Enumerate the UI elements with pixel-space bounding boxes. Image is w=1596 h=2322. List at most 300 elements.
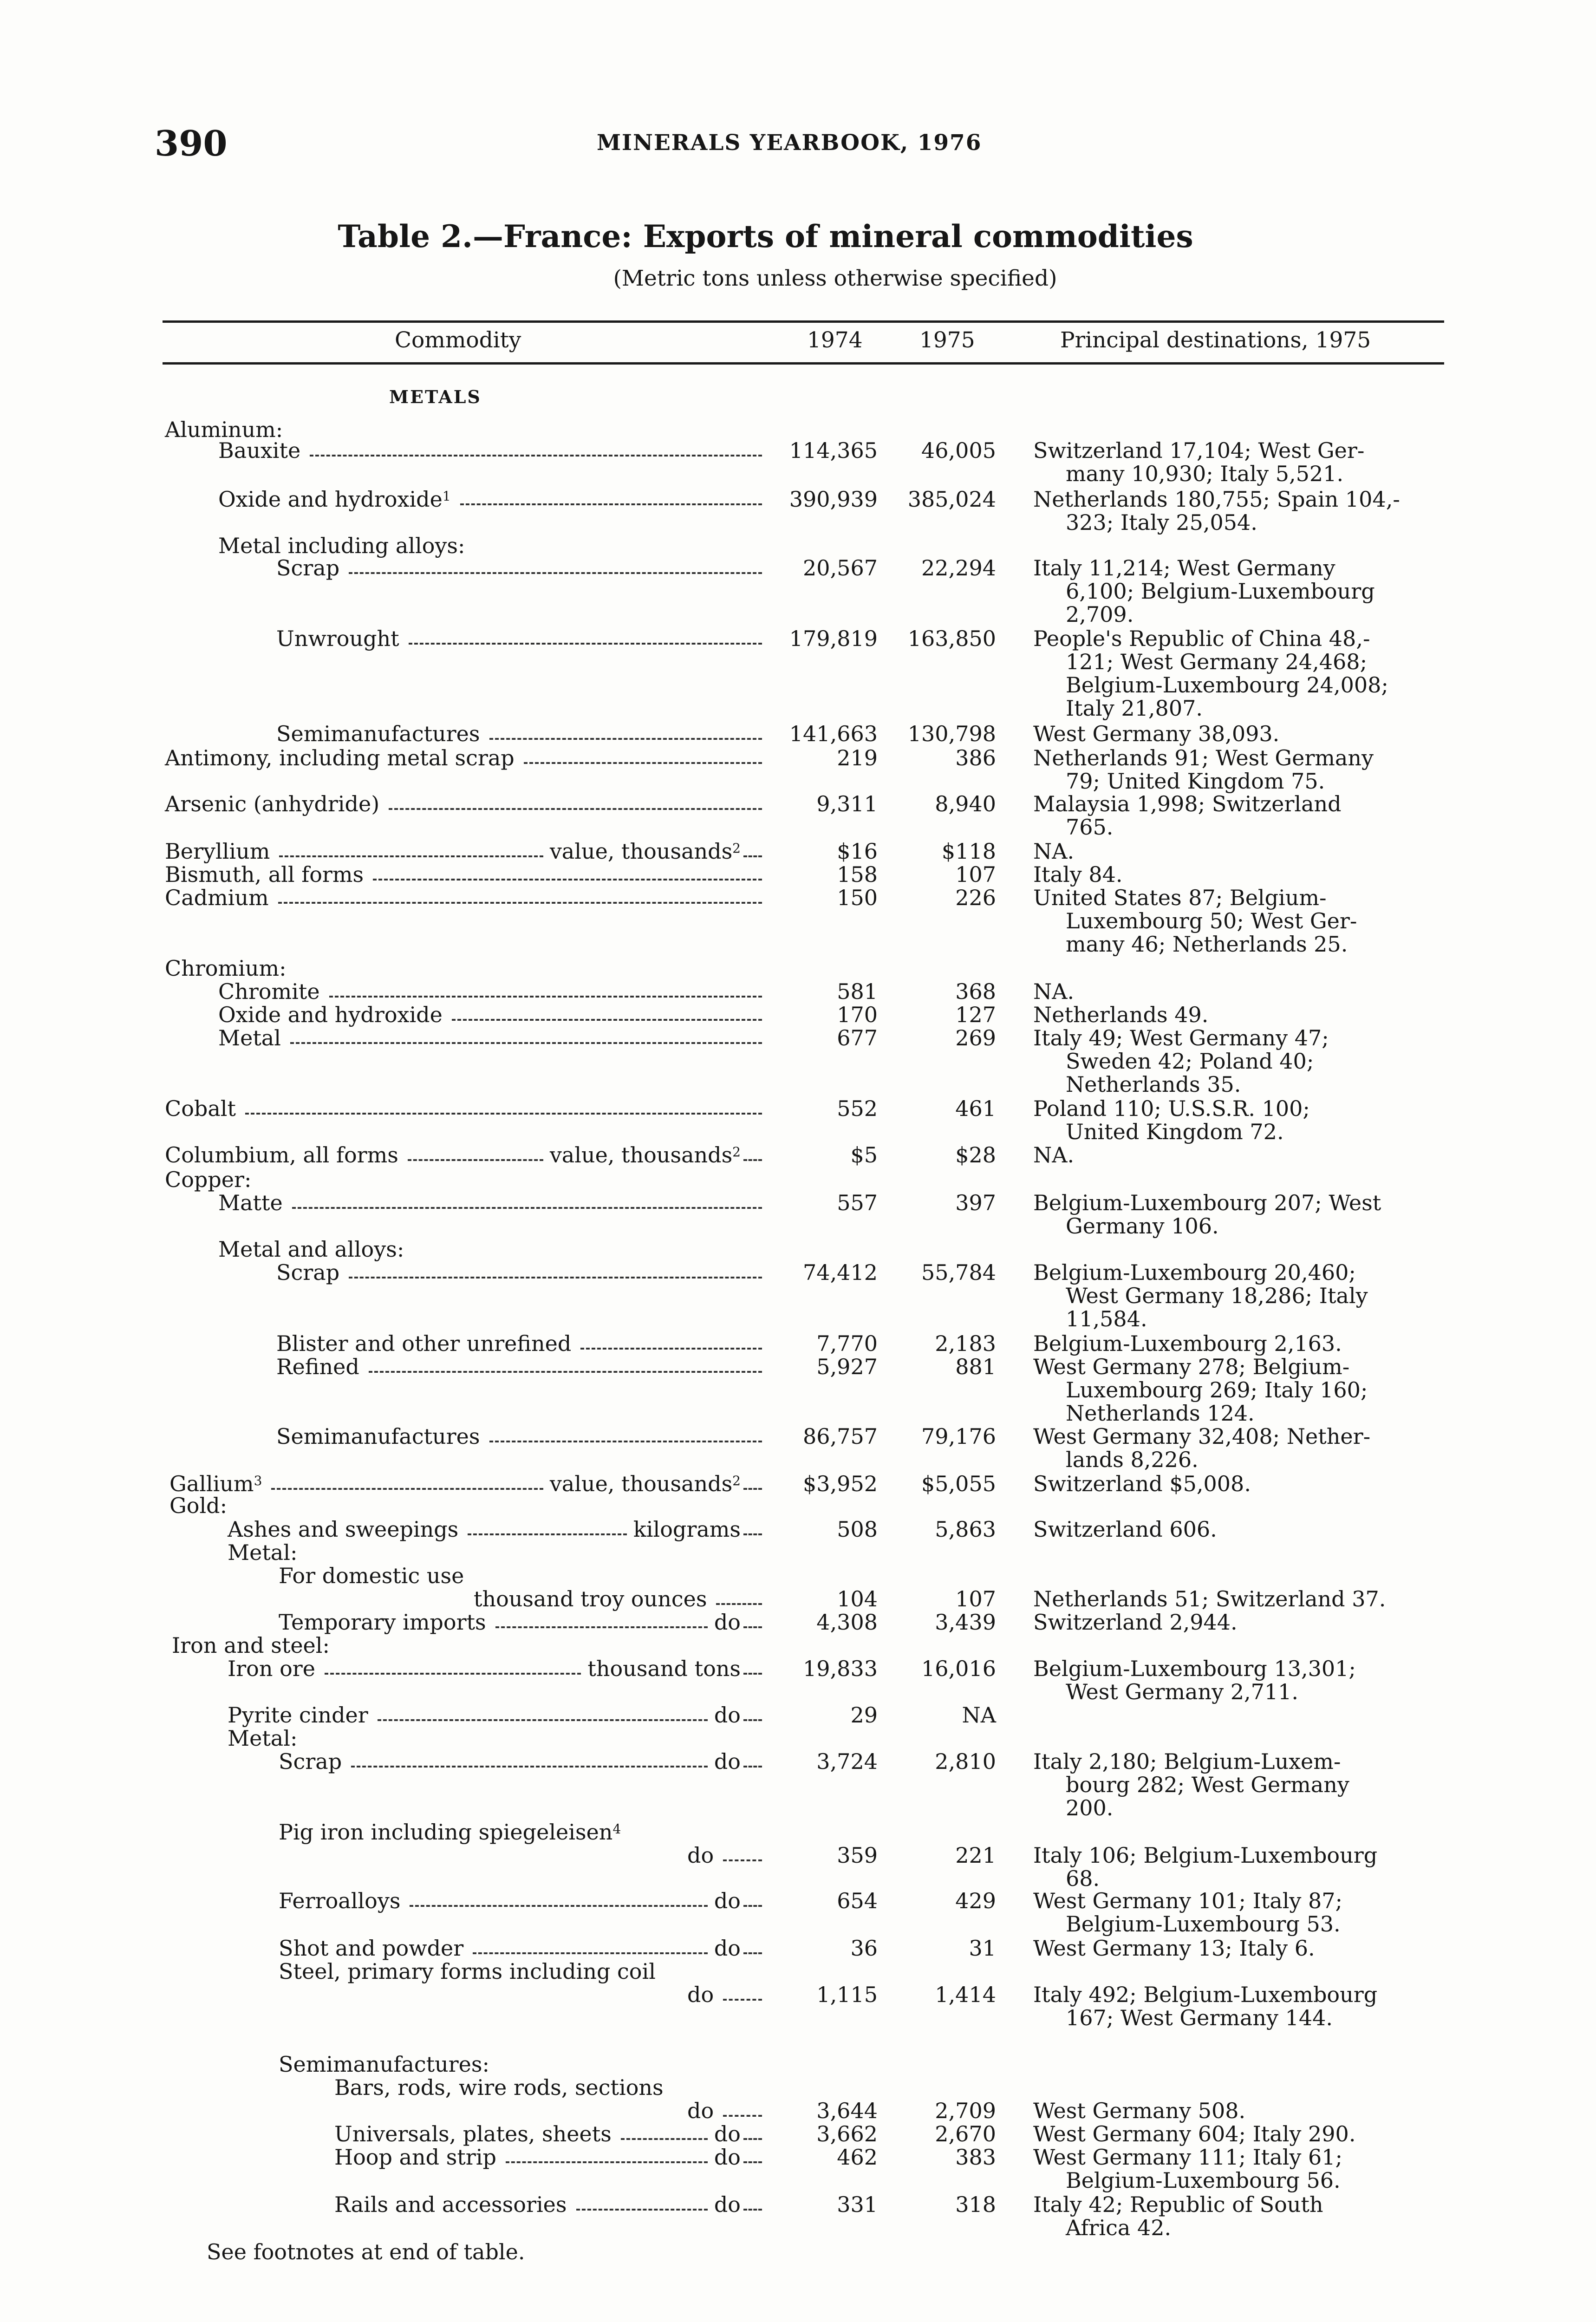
footnote-marker: 2 [732, 1473, 741, 1488]
value-1974: 3,724 [816, 1749, 878, 1774]
unit-label: value, thousands [549, 839, 733, 864]
leader-dots [743, 1673, 762, 1675]
value-1974: 359 [837, 1843, 878, 1868]
destination-line: West Germany 13; Italy 6. [1033, 1936, 1315, 1961]
destination-line: West Germany 111; Italy 61; [1033, 2145, 1343, 2170]
commodity-cell [687, 2099, 769, 2122]
commodity-cell [276, 627, 769, 650]
destination-line: Belgium-Luxembourg 20,460; [1033, 1260, 1356, 1285]
category-label: METALS [389, 386, 482, 407]
value-1974: 1,115 [816, 1982, 878, 2007]
destination-line: Belgium-Luxembourg 56. [1066, 2168, 1341, 2193]
commodity-label: thousand troy ounces [474, 1586, 707, 1611]
unit-label: do [714, 1702, 741, 1728]
commodity-label: Metal: [228, 1726, 298, 1751]
leader-dots [743, 855, 762, 857]
table-subtitle: (Metric tons unless otherwise specified) [613, 266, 1057, 291]
commodity-cell [218, 1238, 404, 1261]
destination-line: Italy 84. [1033, 862, 1123, 887]
leader-dots [460, 503, 762, 505]
value-1975: 881 [955, 1354, 996, 1379]
destination-line: Netherlands 35. [1066, 1072, 1241, 1097]
destinations-cell [1033, 2099, 1446, 2122]
value-1975: 2,810 [935, 1749, 996, 1774]
destinations-cell [1033, 1750, 1446, 1820]
commodity-label: Antimony, including metal scrap [165, 745, 515, 770]
destination-line: West Germany 604; Italy 290. [1033, 2121, 1356, 2146]
value-1975: $5,055 [921, 1471, 996, 1496]
value-1974: 552 [837, 1096, 878, 1121]
commodity-cell [687, 1844, 769, 1867]
commodity-cell [218, 1003, 769, 1026]
leader-dots [389, 808, 762, 810]
value-1974: 3,662 [816, 2121, 878, 2146]
destination-line: Luxembourg 50; West Ger- [1066, 908, 1357, 933]
commodity-cell [165, 863, 769, 886]
leader-dots [580, 1348, 762, 1350]
destination-line: Switzerland 17,104; West Ger- [1033, 438, 1365, 463]
destinations-cell [1033, 1143, 1446, 1167]
commodity-cell [334, 2076, 664, 2099]
leader-dots [271, 1488, 543, 1490]
commodity-cell [218, 488, 769, 511]
value-1974: 219 [837, 745, 878, 770]
destination-line: many 10,930; Italy 5,521. [1066, 461, 1344, 486]
destination-line: Italy 11,214; West Germany [1033, 555, 1335, 580]
value-1974: 19,833 [803, 1656, 878, 1681]
commodity-cell [165, 1143, 769, 1167]
destinations-cell [1033, 2193, 1446, 2239]
unit-label: do [714, 1749, 741, 1774]
value-1974: 508 [837, 1517, 878, 1542]
destination-line: Germany 106. [1066, 1213, 1219, 1239]
destinations-cell [1033, 840, 1446, 863]
value-1975: 368 [955, 979, 996, 1004]
commodity-label: Aluminum: [165, 417, 283, 442]
commodity-cell [165, 840, 769, 863]
leader-dots [716, 1603, 762, 1605]
commodity-label: Beryllium [165, 839, 270, 864]
value-1974: 3,644 [816, 2098, 878, 2123]
destinations-cell [1033, 556, 1446, 626]
destination-line: NA. [1033, 839, 1075, 864]
value-1975: $28 [955, 1142, 996, 1168]
destination-line: 2,709. [1066, 602, 1134, 627]
leader-dots [278, 902, 762, 904]
destination-line: many 46; Netherlands 25. [1066, 932, 1348, 957]
unit-label: value, thousands [549, 1142, 733, 1168]
commodity-cell [279, 1889, 769, 1912]
value-1975: 8,940 [935, 791, 996, 816]
destination-line: United States 87; Belgium- [1033, 885, 1327, 910]
value-1974: 654 [837, 1888, 878, 1913]
destination-line: Belgium-Luxembourg 13,301; [1033, 1656, 1356, 1681]
leader-dots [723, 1859, 762, 1861]
column-header-1975: 1975 [919, 327, 975, 353]
destination-line: Netherlands 91; West Germany [1033, 745, 1374, 770]
destination-line: lands 8,226. [1066, 1447, 1199, 1472]
leader-dots [310, 455, 762, 457]
value-1975: 269 [955, 1025, 996, 1050]
leader-dots [349, 1277, 762, 1278]
commodity-label: Copper: [165, 1167, 252, 1192]
destination-line: Poland 110; U.S.S.R. 100; [1033, 1096, 1310, 1121]
destination-line: Belgium-Luxembourg 207; West [1033, 1190, 1381, 1215]
commodity-cell [276, 1355, 769, 1378]
commodity-label: Iron ore [228, 1656, 316, 1681]
commodity-cell [276, 556, 769, 580]
commodity-cell [228, 1703, 769, 1727]
destination-line: West Germany 38,093. [1033, 721, 1280, 746]
destination-line: Italy 49; West Germany 47; [1033, 1025, 1329, 1050]
commodity-cell [276, 1425, 769, 1448]
commodity-label: Columbium, all forms [165, 1142, 398, 1168]
commodity-cell [474, 1587, 769, 1611]
value-1975: 461 [955, 1096, 996, 1121]
value-1975: 16,016 [921, 1656, 996, 1681]
value-1974: 7,770 [816, 1331, 878, 1356]
commodity-label: Semimanufactures: [279, 2052, 490, 2077]
destination-line: 121; West Germany 24,468; [1066, 649, 1368, 674]
value-1974: 5,927 [816, 1354, 878, 1379]
commodity-label: Pyrite cinder [228, 1702, 368, 1728]
value-1975: 397 [955, 1190, 996, 1215]
destinations-cell [1033, 1332, 1446, 1355]
destination-line: Netherlands 180,755; Spain 104,- [1033, 487, 1400, 512]
value-1975: 221 [955, 1843, 996, 1868]
leader-dots [468, 1533, 627, 1535]
leader-dots [409, 643, 762, 645]
value-1975: 2,183 [935, 1331, 996, 1356]
leader-dots [245, 1113, 762, 1115]
commodity-label: Bars, rods, wire rods, sections [334, 2075, 664, 2100]
unit-label: do [714, 1936, 741, 1961]
destination-line: Africa 42. [1066, 2215, 1172, 2240]
leader-dots [292, 1207, 762, 1209]
unit-label: kilograms [633, 1517, 741, 1542]
commodity-cell [276, 1332, 769, 1355]
destinations-cell [1033, 980, 1446, 1003]
destinations-cell [1033, 1472, 1446, 1495]
destinations-cell [1033, 1611, 1446, 1634]
value-1974: 557 [837, 1190, 878, 1215]
commodity-label: Steel, primary forms including coil [279, 1959, 656, 1984]
commodity-cell [279, 1937, 769, 1960]
leader-dots [506, 2161, 708, 2163]
destination-line: 6,100; Belgium-Luxembourg [1066, 579, 1375, 604]
commodity-cell [165, 957, 287, 980]
destination-line: Italy 21,807. [1066, 696, 1203, 721]
destination-line: West Germany 32,408; Nether- [1033, 1424, 1371, 1449]
commodity-cell [218, 1191, 769, 1214]
commodity-cell [228, 1657, 769, 1680]
destination-line: 79; United Kingdom 75. [1066, 769, 1325, 794]
unit-label: do [714, 2121, 741, 2146]
commodity-cell [279, 1750, 769, 1773]
destination-line: Italy 42; Republic of South [1033, 2192, 1323, 2217]
footnote-marker: 2 [732, 841, 741, 856]
commodity-label: Scrap [276, 555, 340, 580]
leader-dots [452, 1019, 762, 1021]
value-1974: 74,412 [803, 1260, 878, 1285]
commodity-label: Hoop and strip [334, 2145, 496, 2170]
footnote-marker: 1 [442, 489, 451, 504]
commodity-cell [687, 1983, 769, 2006]
value-1974: 170 [837, 1002, 878, 1027]
commodity-label: Scrap [279, 1749, 342, 1774]
footer-note: See footnotes at end of table. [207, 2239, 525, 2264]
leader-dots [743, 1766, 762, 1768]
leader-dots [290, 1042, 762, 1044]
commodity-label: Unwrought [276, 626, 399, 651]
commodity-cell [279, 1960, 656, 1983]
commodity-label: Semimanufactures [276, 1424, 480, 1449]
value-1974: $5 [850, 1142, 878, 1168]
commodity-cell [279, 2053, 489, 2076]
commodity-cell [228, 1727, 297, 1750]
destinations-cell [1033, 722, 1446, 745]
leader-dots [351, 1766, 708, 1768]
commodity-cell [165, 886, 769, 909]
destinations-cell [1033, 1518, 1446, 1541]
value-1975: 383 [955, 2145, 996, 2170]
commodity-label: do [687, 2098, 714, 2123]
commodity-label: Metal including alloys: [218, 533, 465, 558]
leader-dots [743, 1952, 762, 1954]
destination-line: West Germany 18,286; Italy [1066, 1283, 1368, 1308]
destination-line: West Germany 508. [1033, 2098, 1246, 2123]
commodity-cell [165, 1097, 769, 1120]
destination-line: Switzerland 606. [1033, 1517, 1217, 1542]
commodity-label: Chromium: [165, 956, 287, 981]
commodity-cell [165, 746, 769, 770]
value-1974: 141,663 [789, 721, 878, 746]
value-1974: 581 [837, 979, 878, 1004]
commodity-label: Metal and alloys: [218, 1237, 404, 1262]
value-1975: 163,850 [907, 626, 996, 651]
value-1975: 3,439 [935, 1610, 996, 1635]
commodity-label: Arsenic (anhydride) [165, 791, 380, 816]
unit-label: do [714, 2145, 741, 2170]
destinations-cell [1033, 1937, 1446, 1960]
value-1975: 107 [955, 862, 996, 887]
value-1974: 29 [850, 1702, 878, 1728]
column-header-1974: 1974 [807, 327, 863, 353]
destination-line: bourg 282; West Germany [1066, 1772, 1349, 1797]
unit-label: value, thousands [549, 1471, 733, 1496]
value-1974: 20,567 [803, 555, 878, 580]
commodity-label: Metal: [228, 1540, 298, 1565]
commodity-label: Bismuth, all forms [165, 862, 364, 887]
table-title-text: Exports of mineral commodities [643, 218, 1193, 254]
commodity-label: Semimanufactures [276, 721, 480, 746]
unit-label: thousand tons [587, 1656, 741, 1681]
commodity-cell [279, 1611, 769, 1634]
value-1975: 31 [969, 1936, 996, 1961]
commodity-cell [169, 1494, 227, 1517]
commodity-label: Oxide and hydroxide [218, 487, 443, 512]
leader-dots [489, 1441, 762, 1442]
leader-dots [524, 762, 762, 764]
commodity-cell [334, 2122, 769, 2146]
value-1975: 318 [955, 2192, 996, 2217]
destination-line: Netherlands 49. [1033, 1002, 1209, 1027]
destinations-cell [1033, 863, 1446, 886]
destination-line: 323; Italy 25,054. [1066, 510, 1257, 535]
value-1974: 150 [837, 885, 878, 910]
value-1975: 79,176 [921, 1424, 996, 1449]
value-1975: 46,005 [921, 438, 996, 463]
commodity-label: Refined [276, 1354, 359, 1379]
leader-dots [723, 2115, 762, 2117]
value-1974: 331 [837, 2192, 878, 2217]
leader-dots [743, 2161, 762, 2163]
commodity-label: Scrap [276, 1260, 340, 1285]
destination-line: NA. [1033, 1142, 1075, 1168]
commodity-label: Gold: [169, 1493, 228, 1518]
value-1975: 55,784 [921, 1260, 996, 1285]
commodity-label: Blister and other unrefined [276, 1331, 572, 1356]
unit-label: do [714, 1610, 741, 1635]
unit-label: do [714, 1888, 741, 1913]
value-1975: 22,294 [921, 555, 996, 580]
commodity-cell [228, 1518, 769, 1541]
value-1975: 2,670 [935, 2121, 996, 2146]
leader-dots [743, 2209, 762, 2211]
value-1975: $118 [941, 839, 996, 864]
value-1974: 36 [850, 1936, 878, 1961]
value-1974: 677 [837, 1025, 878, 1050]
footnote-marker: 4 [612, 1821, 621, 1837]
commodity-cell [334, 2146, 769, 2169]
destination-line: People's Republic of China 48,- [1033, 626, 1370, 651]
value-1974: 114,365 [789, 438, 878, 463]
leader-dots [279, 855, 543, 857]
leader-dots [743, 1488, 762, 1490]
commodity-label: Gallium [169, 1471, 254, 1496]
value-1975: 107 [955, 1586, 996, 1611]
destination-line: NA. [1033, 979, 1075, 1004]
unit-label: do [714, 2192, 741, 2217]
commodity-cell [165, 792, 769, 815]
table-title-label: Table 2.—France: [338, 218, 632, 254]
leader-dots [325, 1673, 581, 1675]
value-1975: 5,863 [935, 1517, 996, 1542]
commodity-cell [218, 980, 769, 1003]
value-1974: 462 [837, 2145, 878, 2170]
commodity-cell [334, 2193, 769, 2216]
commodity-cell [279, 1820, 621, 1844]
commodity-label: Pig iron including spiegeleisen [279, 1820, 613, 1845]
leader-dots [621, 2138, 708, 2140]
destination-line: 200. [1066, 1795, 1114, 1820]
commodity-label: For domestic use [279, 1563, 464, 1588]
column-header-destinations: Principal destinations, 1975 [1060, 327, 1371, 353]
destination-line: West Germany 101; Italy 87; [1033, 1888, 1343, 1913]
leader-dots [743, 2138, 762, 2140]
destination-line: West Germany 2,711. [1066, 1679, 1299, 1704]
leader-dots [349, 572, 762, 574]
value-1974: 158 [837, 862, 878, 887]
destinations-cell [1033, 886, 1446, 956]
destinations-cell [1033, 1889, 1446, 1936]
commodity-label: do [687, 1843, 714, 1868]
destination-line: Malaysia 1,998; Switzerland [1033, 791, 1342, 816]
commodity-label: Ferroalloys [279, 1888, 401, 1913]
value-1975: 385,024 [907, 487, 996, 512]
commodity-cell [276, 722, 769, 745]
destinations-cell [1033, 1844, 1446, 1890]
commodity-label: Iron and steel: [172, 1633, 330, 1658]
commodity-label: Rails and accessories [334, 2192, 567, 2217]
footnote-marker: 3 [254, 1473, 262, 1488]
commodity-cell [228, 1541, 297, 1564]
destination-line: United Kingdom 72. [1066, 1119, 1284, 1144]
destinations-cell [1033, 792, 1446, 839]
destination-line: Italy 2,180; Belgium-Luxem- [1033, 1749, 1341, 1774]
running-head: MINERALS YEARBOOK, 1976 [597, 130, 982, 156]
leader-dots [408, 1159, 543, 1161]
destination-line: Belgium-Luxembourg 53. [1066, 1911, 1341, 1937]
value-1975: 2,709 [935, 2098, 996, 2123]
leader-dots [369, 1371, 762, 1373]
value-1975: 226 [955, 885, 996, 910]
commodity-cell [218, 439, 769, 462]
destination-line: 11,584. [1066, 1306, 1147, 1331]
leader-dots [743, 1159, 762, 1161]
destinations-cell [1033, 746, 1446, 793]
destination-line: 765. [1066, 815, 1114, 840]
commodity-label: Ashes and sweepings [228, 1517, 459, 1542]
destination-line: Italy 106; Belgium-Luxembourg [1033, 1843, 1378, 1868]
destinations-cell [1033, 1657, 1446, 1703]
commodity-cell [165, 1168, 252, 1191]
leader-dots [378, 1719, 708, 1721]
destinations-cell [1033, 1983, 1446, 2029]
leader-dots [489, 738, 762, 740]
destinations-cell [1033, 1003, 1446, 1026]
destination-line: Sweden 42; Poland 40; [1066, 1049, 1314, 1074]
value-1974: $3,952 [803, 1471, 878, 1496]
leader-dots [329, 996, 762, 998]
destinations-cell [1033, 2146, 1446, 2192]
value-1974: 9,311 [816, 791, 878, 816]
destinations-cell [1033, 1425, 1446, 1471]
destination-line: Belgium-Luxembourg 2,163. [1033, 1331, 1342, 1356]
leader-dots [373, 879, 762, 881]
value-1975: 386 [955, 745, 996, 770]
commodity-label: Bauxite [218, 438, 301, 463]
commodity-label: Matte [218, 1190, 283, 1215]
commodity-cell [276, 1261, 769, 1284]
value-1975: 127 [955, 1002, 996, 1027]
commodity-cell [218, 534, 465, 557]
leader-dots [576, 2209, 708, 2211]
destination-line: Netherlands 51; Switzerland 37. [1033, 1586, 1386, 1611]
destinations-cell [1033, 1261, 1446, 1331]
leader-dots [743, 1719, 762, 1721]
destination-line: West Germany 278; Belgium- [1033, 1354, 1350, 1379]
destinations-cell [1033, 488, 1446, 534]
value-1974: $16 [837, 839, 878, 864]
destination-line: Netherlands 124. [1066, 1401, 1255, 1426]
commodity-label: Universals, plates, sheets [334, 2121, 612, 2146]
leader-dots [410, 1905, 707, 1907]
destination-line: 167; West Germany 144. [1066, 2005, 1333, 2030]
destinations-cell [1033, 1097, 1446, 1143]
leader-dots [473, 1952, 708, 1954]
leader-dots [495, 1626, 708, 1628]
